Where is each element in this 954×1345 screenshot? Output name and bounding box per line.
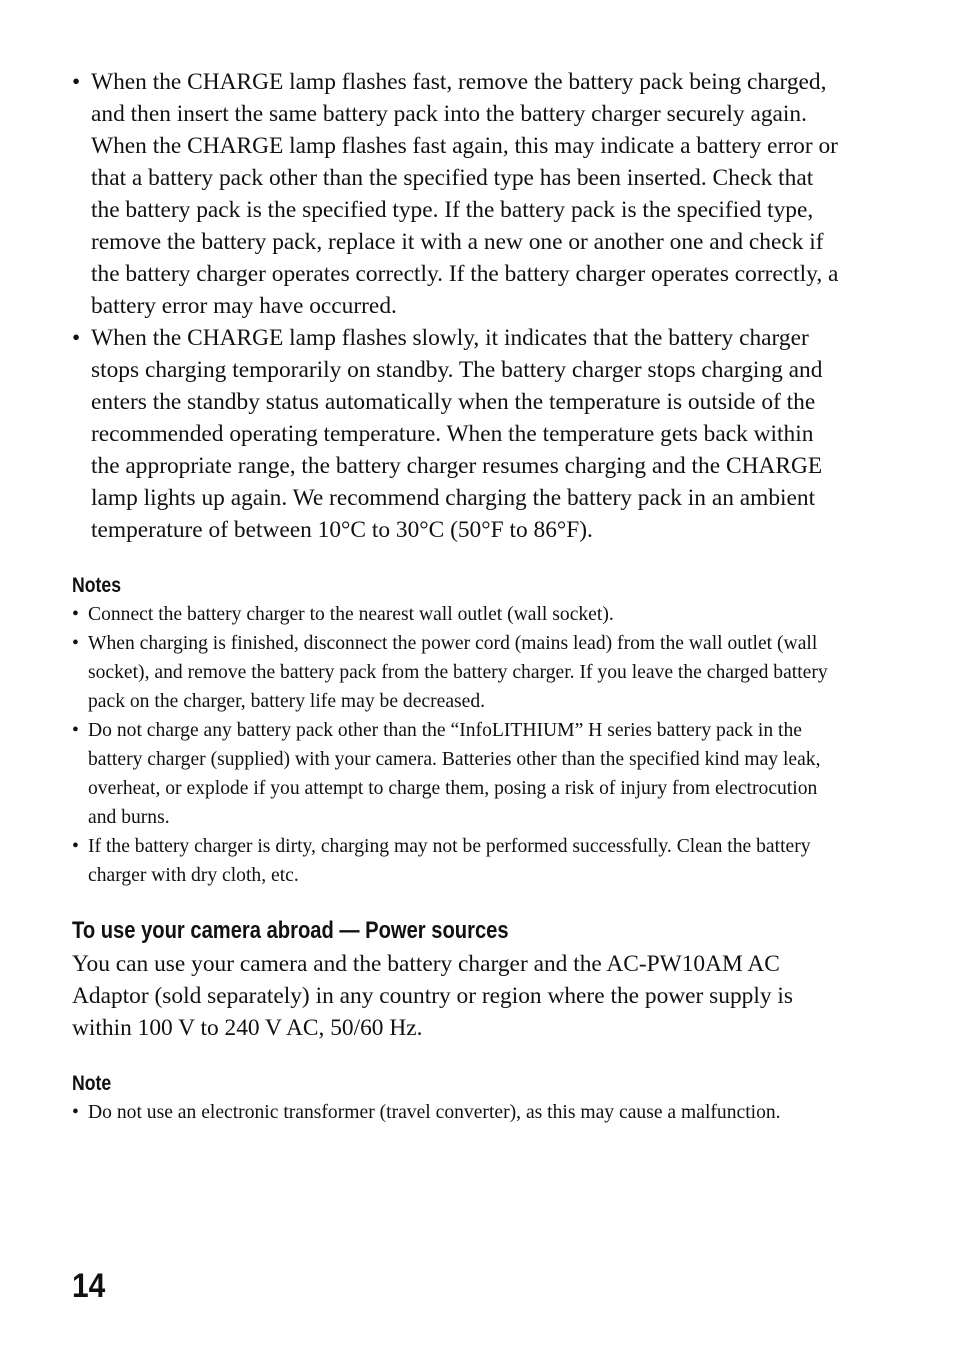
note-heading: Note bbox=[72, 1072, 112, 1095]
list-item: • Connect the battery charger to the nearest wall outlet (wall socket). bbox=[72, 600, 842, 629]
notes-list bbox=[72, 600, 842, 890]
list-item: • Do not charge any battery pack other than the “InfoLITHIUM” H series battery pack in the battery charger (supplied) with your camera. Batteries other than the specified kind may leak, overheat, or explode if you attempt to charge them, posing a risk of injury from electrocution and burns. bbox=[72, 716, 842, 832]
notes-heading: Notes bbox=[72, 574, 122, 597]
page-content bbox=[72, 66, 842, 1127]
list-item: • When charging is finished, disconnect the power cord (mains lead) from the wall outlet (wall socket), and remove the battery pack from the battery charger. If you leave the charged battery pack on the charger, battery life may be decreased. bbox=[72, 629, 842, 716]
list-item: • When the CHARGE lamp flashes slowly, it indicates that the battery charger stops charging temporarily on standby. The battery charger stops charging and enters the standby status automatically when the temperature is outside of the recommended operating temperature. When the temperature gets back within the appropriate range, the battery charger resumes charging and the CHARGE lamp lights up again. We recommend charging the battery pack in an ambient temperature of between 10°C to 30°C (50°F to 86°F). bbox=[72, 322, 842, 546]
section-heading-abroad: To use your camera abroad — Power sources bbox=[72, 917, 509, 944]
list-item: • If the battery charger is dirty, charging may not be performed successfully. Clean the battery charger with dry cloth, etc. bbox=[72, 832, 842, 890]
note-list bbox=[72, 1098, 842, 1127]
abroad-paragraph: You can use your camera and the battery charger and the AC-PW10AM AC Adaptor (sold separately) in any country or region where the power supply is within 100 V to 240 V AC, 50/60 Hz. bbox=[72, 951, 794, 1041]
list-item: • When the CHARGE lamp flashes fast, remove the battery pack being charged, and then insert the same battery pack into the battery charger securely again. When the CHARGE lamp flashes fast again, this may indicate a battery error or that a battery pack other than the specified type has been inserted. Check that the battery pack is the specified type. If the battery pack is the specified type, remove the battery pack, replace it with a new one or another one and check if the battery charger operates correctly. If the battery charger operates correctly, a battery error may have occurred. bbox=[72, 66, 842, 322]
main-bullet-list bbox=[72, 66, 842, 546]
page-number: 14 bbox=[72, 1267, 106, 1305]
list-item: • Do not use an electronic transformer (travel converter), as this may cause a malfunction. bbox=[72, 1098, 842, 1127]
